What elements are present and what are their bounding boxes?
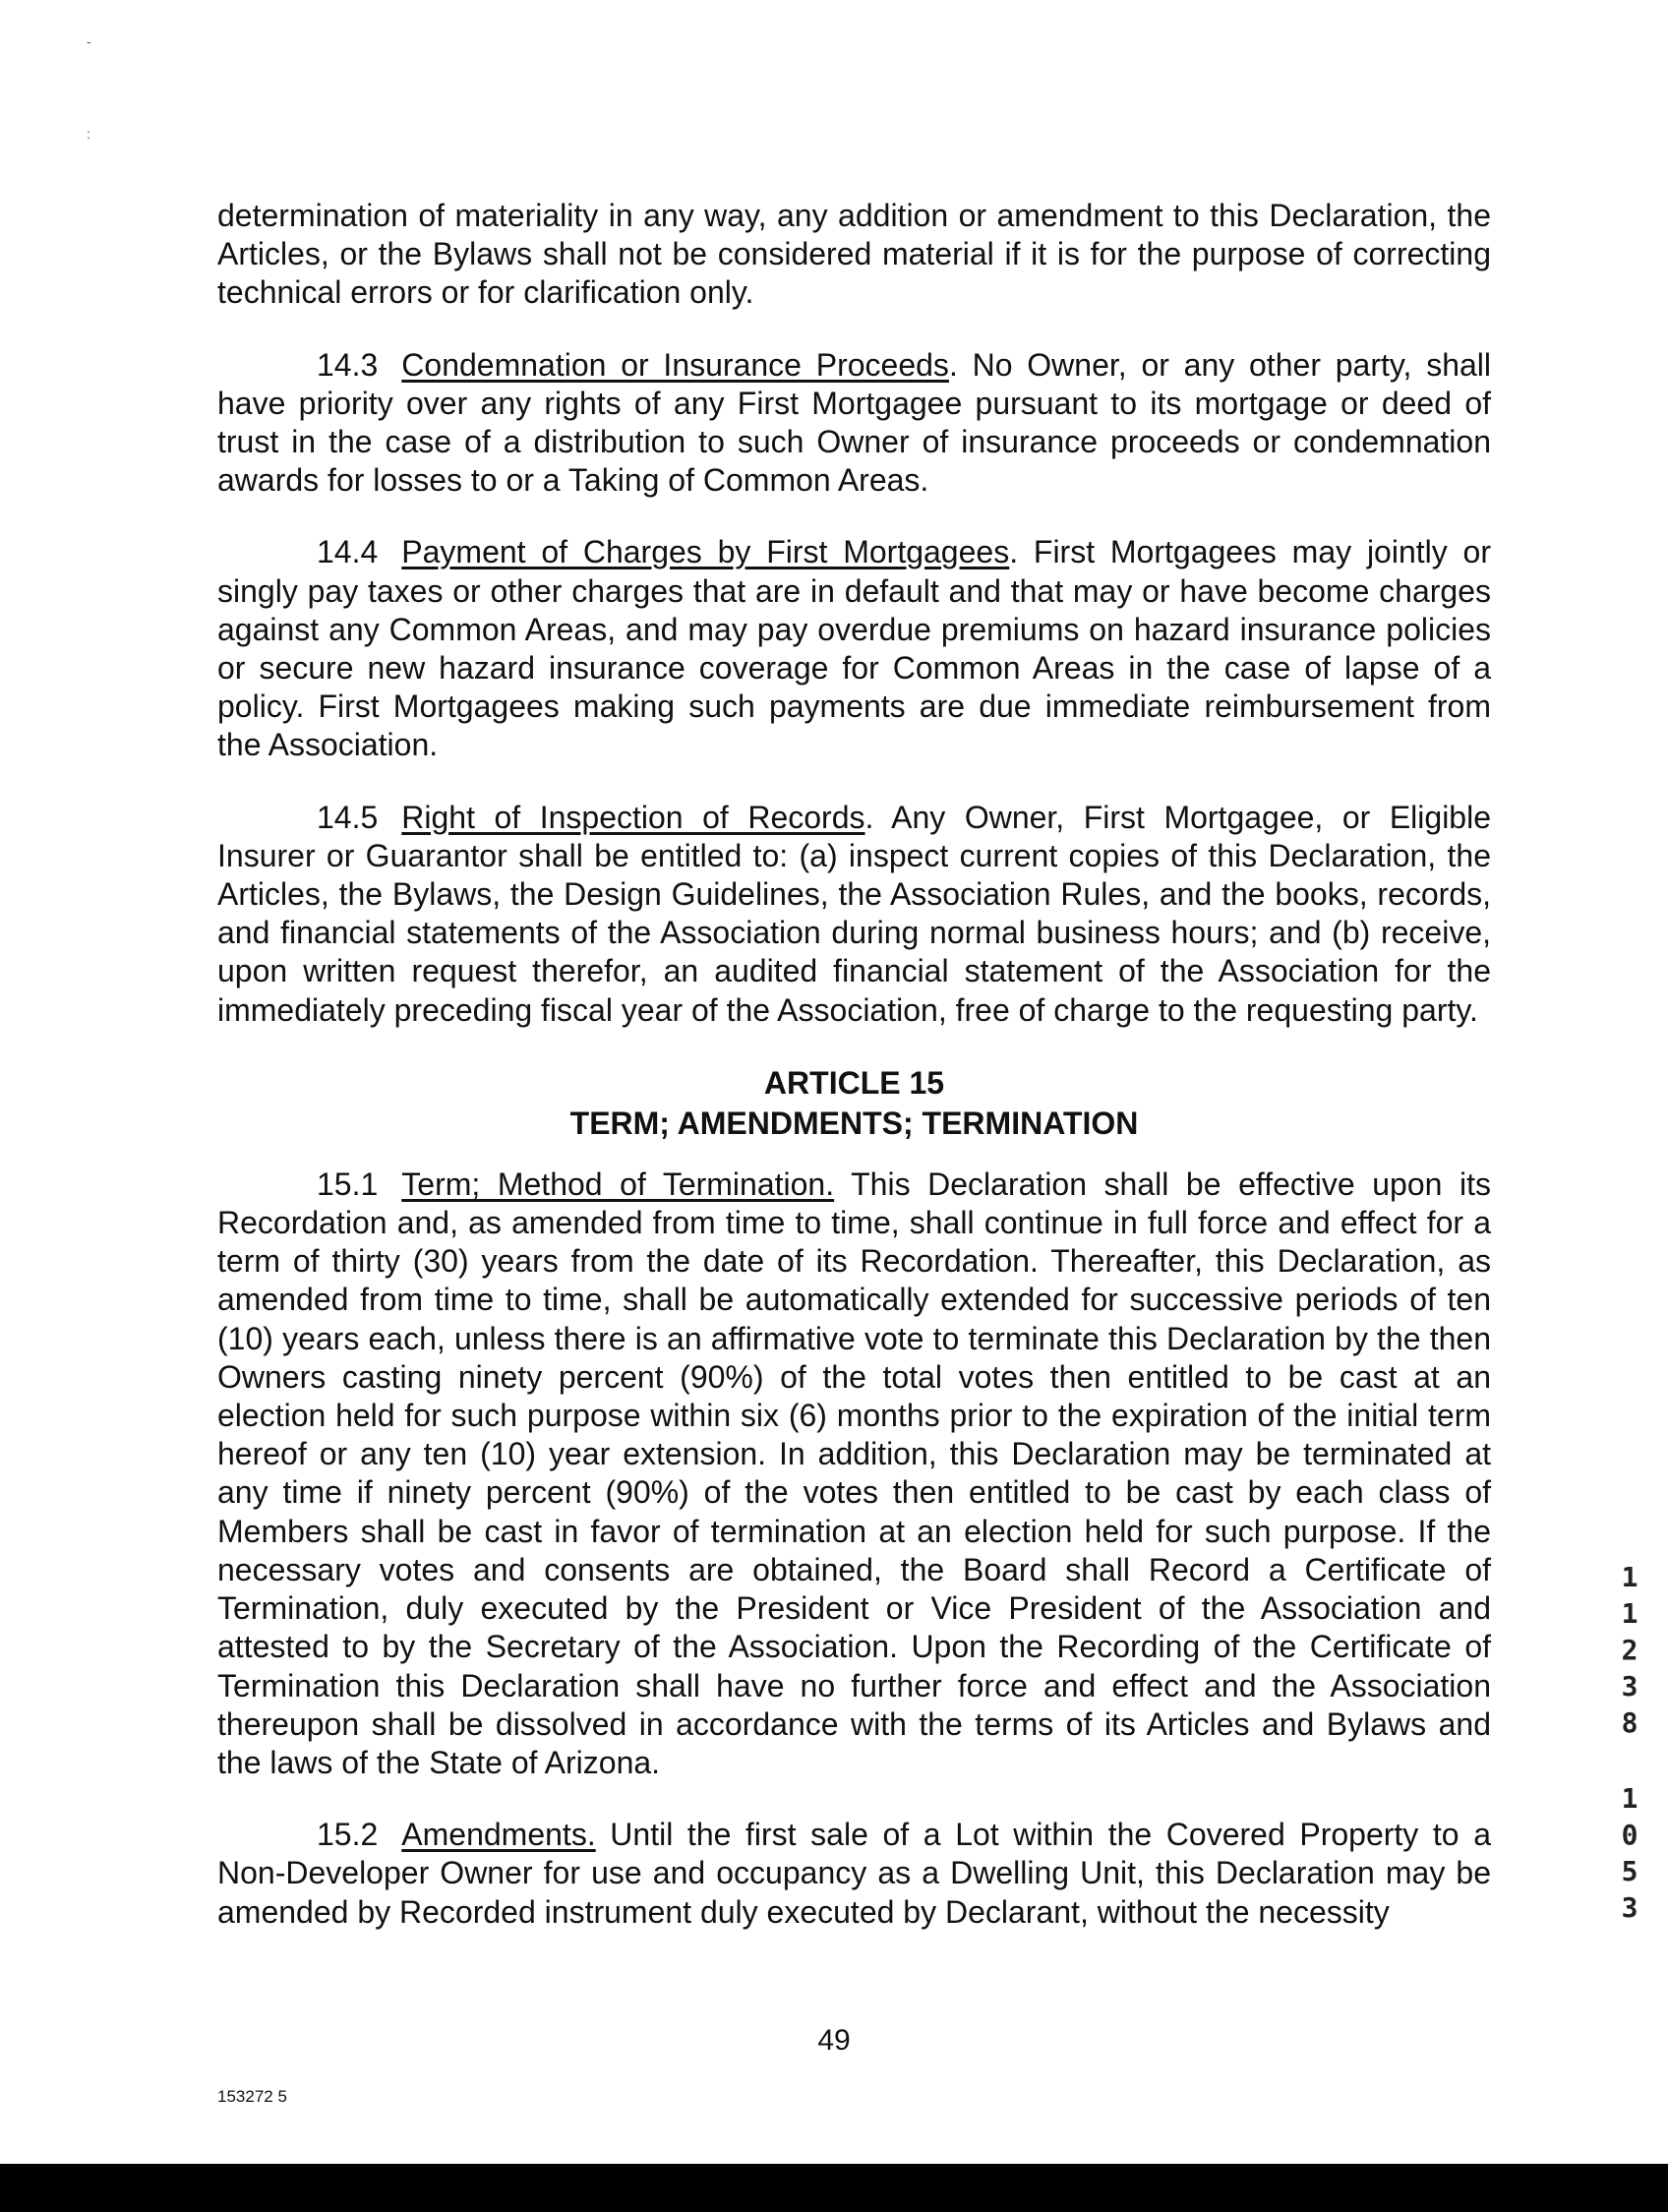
stamp-char: 5 bbox=[1621, 1855, 1638, 1887]
stamp-char: 1 bbox=[1621, 1597, 1638, 1630]
scan-speck-2: : bbox=[87, 126, 90, 142]
intro-paragraph: determination of materiality in any way, any addition or amendment to this Declaration, the Articles, or the Bylaws shall not be considered material if it is for the purpose of correcting technical errors or for clarification only. bbox=[217, 198, 1491, 311]
document-body bbox=[217, 197, 1491, 1965]
stamp-char: 2 bbox=[1621, 1634, 1638, 1666]
section-body: . First Mortgagees may jointly or singly pay taxes or other charges that are in default and that may or have become charges against any Common Areas, and may pay overdue premiums on hazard insurance policies or secure new hazard insurance coverage for Common Areas in the case of lapse of a policy. First Mortgagees making such payments are due immediate reimbursement from the Association. bbox=[217, 534, 1492, 763]
stamp-char: 1 bbox=[1621, 1561, 1638, 1593]
article-label: ARTICLE 15 bbox=[763, 1064, 945, 1101]
article-title: TERM; AMENDMENTS; TERMINATION bbox=[569, 1105, 1139, 1141]
section-body: . No Owner, or any other party, shall have priority over any rights of any First Mortgagee pursuant to its mortgage or deed of trust in the case of a distribution to such Owner of insurance proceeds or condemnation awards for losses to or a Taking of Common Areas. bbox=[217, 346, 1492, 499]
section-heading: Right of Inspection of Records bbox=[401, 799, 865, 835]
section-body: . Any Owner, First Mortgagee, or Eligible Insurer or Guarantor shall be entitled to: (a) inspect current copies of this Declaration, the Articles, the Bylaws, the Design Guidelines, the Association Rules, and the books, records, and financial statements of the Association during normal business hours; and (b) receive, upon written request therefor, an audited financial statement of the Association for the immediately preceding fiscal year of the Association, free of charge to the requesting party. bbox=[217, 799, 1492, 1028]
scan-bottom-border bbox=[0, 2164, 1668, 2212]
section-15-2 bbox=[217, 1816, 1491, 1932]
section-number: 14.5 bbox=[317, 799, 379, 835]
section-number: 15.1 bbox=[317, 1166, 379, 1202]
section-15-1 bbox=[217, 1166, 1491, 1782]
section-body: Until the first sale of a Lot within the Covered Property to a Non-Developer Owner for use and occupancy as a Dwelling Unit, this Declaration may be amended by Recorded instrument duly executed by Declarant, without the necessity bbox=[217, 1817, 1491, 1930]
stamp-gap bbox=[1613, 1741, 1646, 1780]
section-14-5 bbox=[217, 799, 1491, 1030]
section-14-3 bbox=[217, 346, 1491, 501]
section-heading: Condemnation or Insurance Proceeds bbox=[401, 346, 949, 383]
page-number: 49 bbox=[817, 2024, 851, 2057]
stamp-char: 1 bbox=[1621, 1782, 1638, 1815]
section-14-4 bbox=[217, 533, 1491, 764]
recording-stamp bbox=[1613, 1559, 1646, 1926]
stamp-char: 3 bbox=[1621, 1891, 1638, 1924]
section-number: 14.4 bbox=[317, 534, 379, 570]
stamp-char: 8 bbox=[1621, 1706, 1638, 1739]
section-number: 14.3 bbox=[317, 346, 379, 383]
section-heading: Term; Method of Termination. bbox=[401, 1166, 835, 1202]
stamp-char: 3 bbox=[1621, 1670, 1638, 1703]
section-heading: Amendments. bbox=[401, 1817, 596, 1853]
scan-speck-1: - bbox=[87, 33, 91, 49]
section-body: This Declaration shall be effective upon its Recordation and, as amended from time to time, shall continue in full force and effect for a term of thirty (30) years from the date of its Recordation. Thereafter, this Declaration, as amended from time to time, shall be automatically extended for successive periods of ten (10) years each, unless there is an affirmative vote to terminate this Declaration by the then Owners casting ninety percent (90%) of the total votes then entitled to be cast at an election held for such purpose within six (6) months prior to the expiration of the initial term hereof or any ten (10) year extension. In addition, this Declaration may be terminated at any time if ninety percent (90%) of the votes then entitled to be cast by each class of Members shall be cast in favor of termination at an election held for such purpose. If the necessary votes and consents are obtained, the Board shall Record a Certificate of Termination, duly executed by the President or Vice President of the Association and attested to by the Secretary of the Association. Upon the Recording of the Certificate of Termination this Declaration shall have no further force and effect and the Association thereupon shall be dissolved in accordance with the terms of its Articles and Bylaws and the laws of the State of Arizona. bbox=[217, 1166, 1492, 1780]
section-heading: Payment of Charges by First Mortgagees bbox=[401, 534, 1010, 570]
article-heading bbox=[217, 1063, 1491, 1144]
stamp-char: 0 bbox=[1621, 1819, 1638, 1851]
document-code: 153272 5 bbox=[217, 2087, 287, 2106]
section-number: 15.2 bbox=[317, 1817, 379, 1853]
